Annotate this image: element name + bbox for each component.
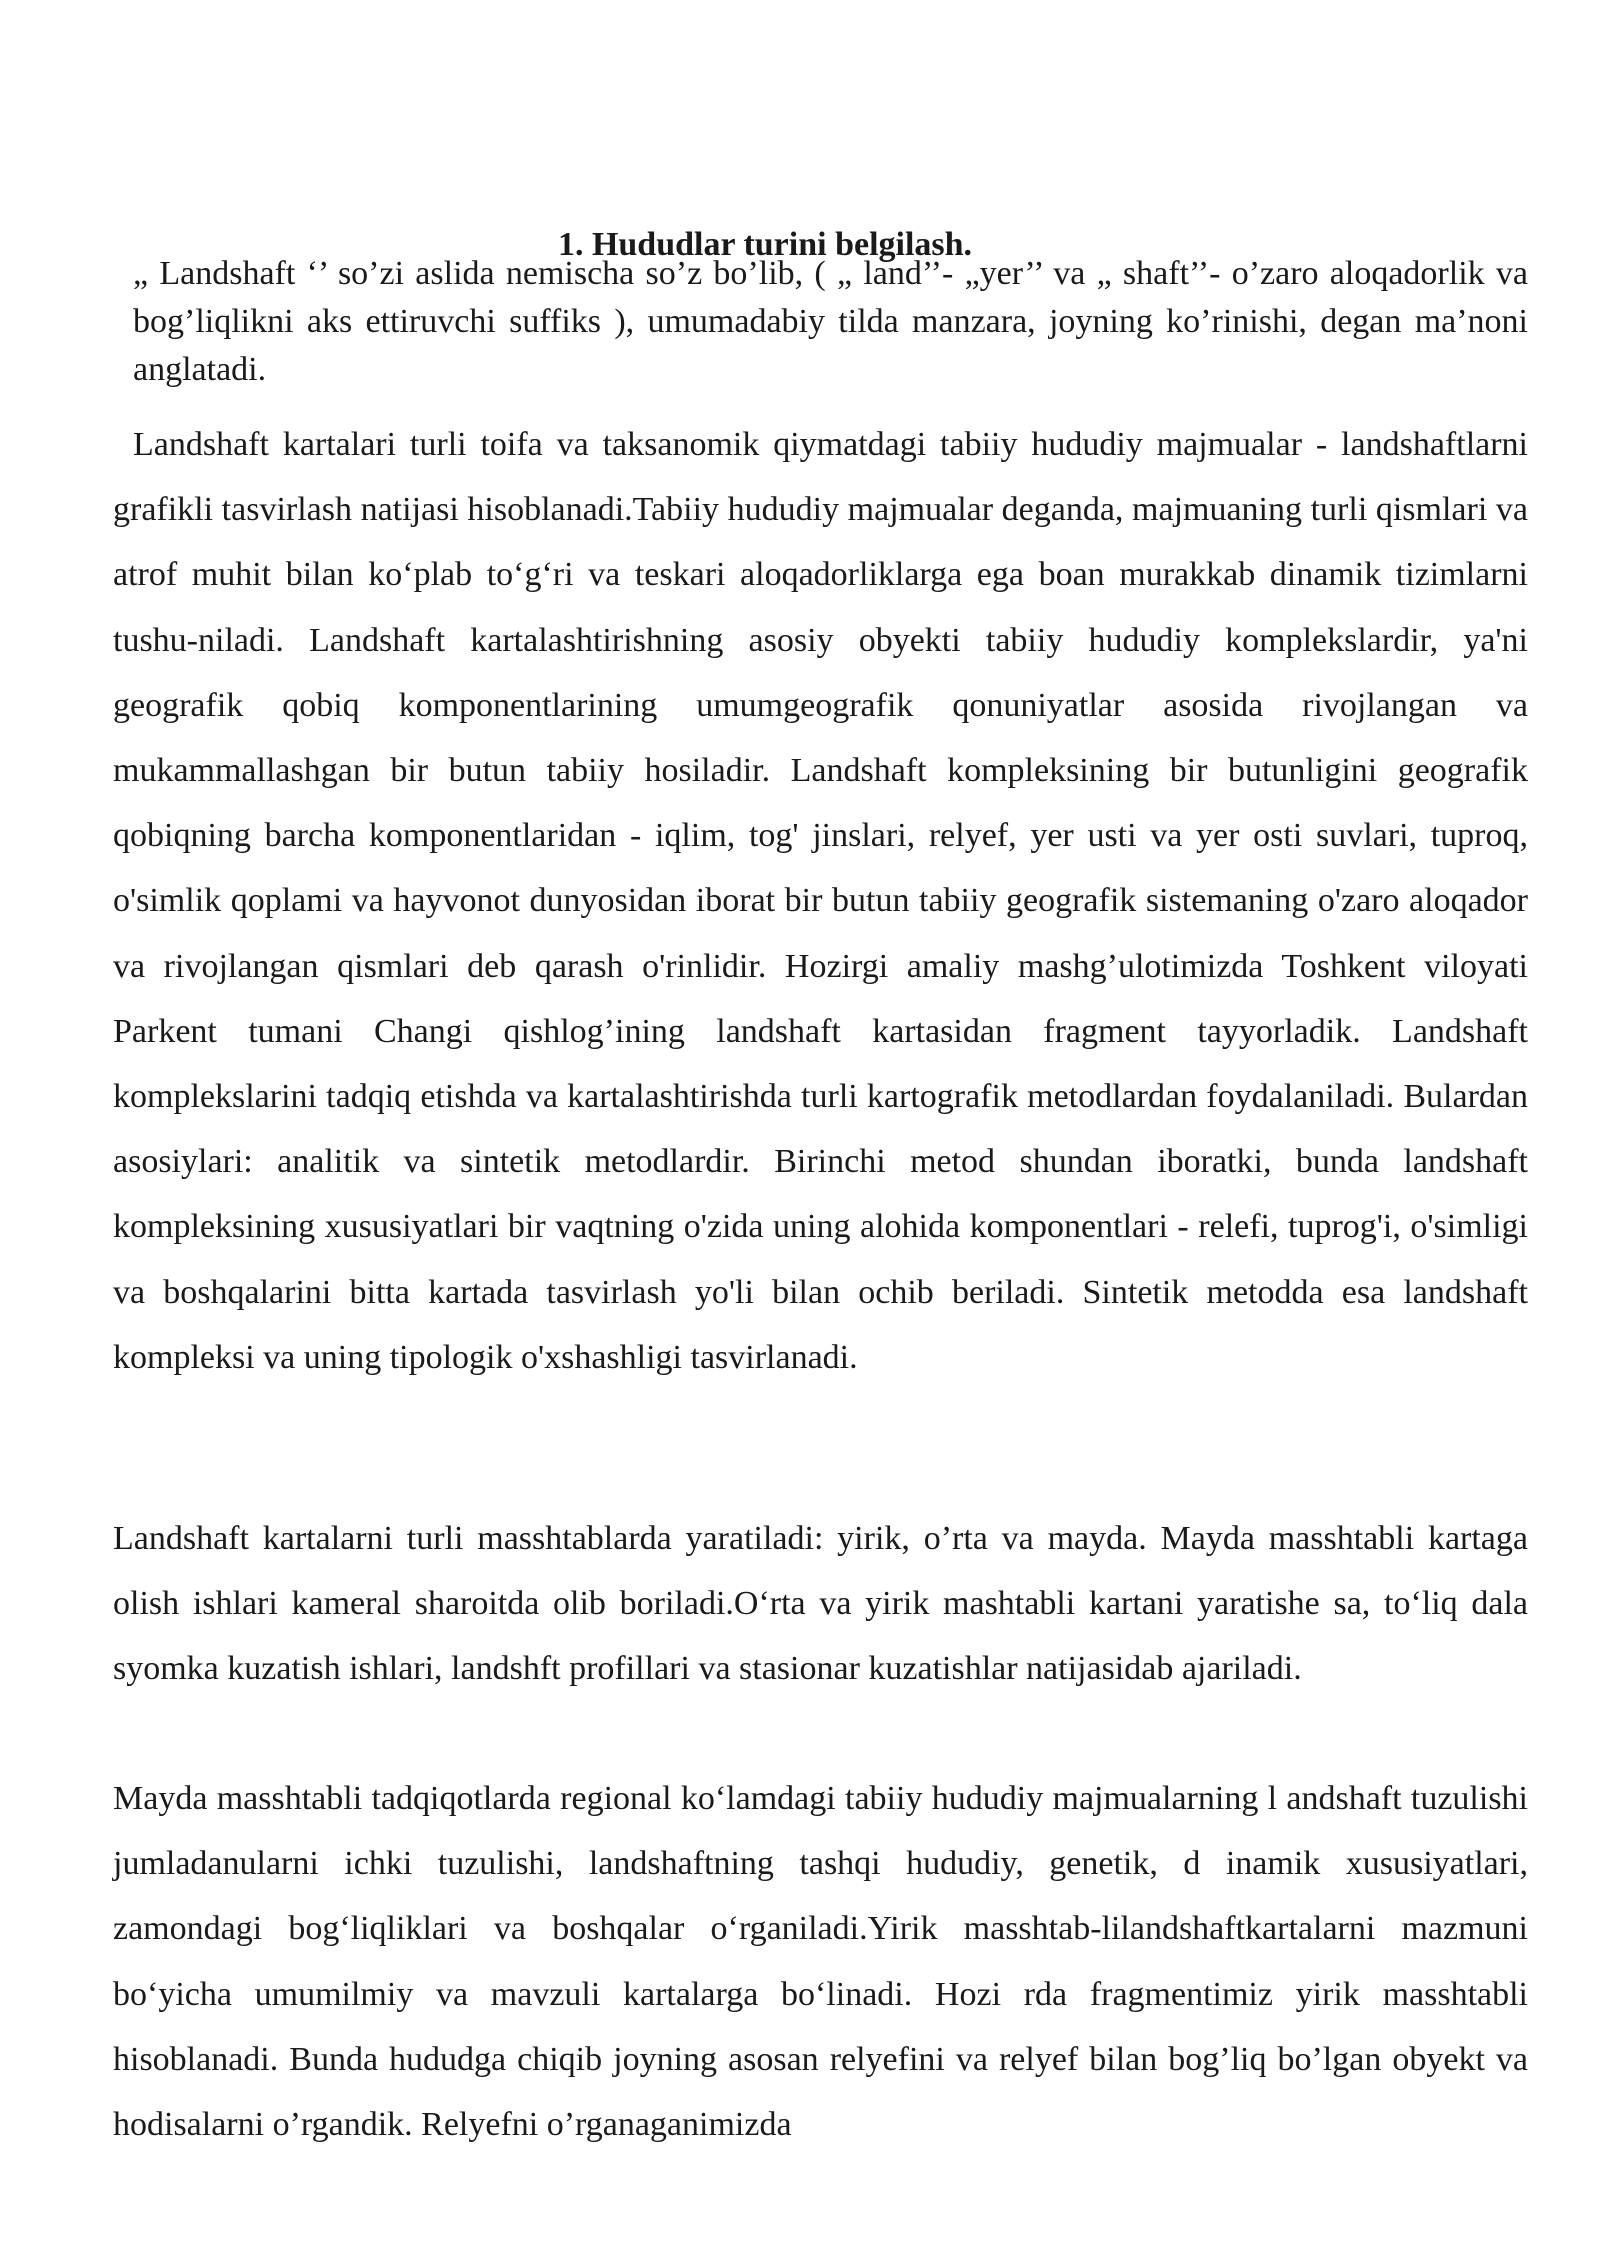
paragraph-landshaft-etymology: „ Landshaft ‘’ so’zi aslida nemischa so’z bo’lib, ( „ land’’- „yer’’ va „ shaft’’- o’zaro aloqadorlik va bog’liqlikni aks ettiruvchi suffiks ), umumadabiy tilda manzara, joyning ko’rinishi, degan ma’noni anglatadi.	[133, 255, 1528, 388]
paragraph-small-scale-studies: Mayda masshtabli tadqiqotlarda regional ko‘lamdagi tabiiy hududiy majmualarning l andshaft tuzulishi jumladanularni ichki tuzulishi, landshaftning tashqi hududiy, genetik, d inamik xususiyatlari, zamondagi bog‘liqliklari va boshqalar o‘rganiladi.Yirik masshtab-lilandshaftkartalarni mazmuni bo‘yicha umumilmiy va mavzuli kartalarga bo‘linadi. Hozi rda fragmentimiz yirik masshtabli hisoblanadi. Bunda hududga chiqib joyning asosan relyefini va relyef bilan bog’liq bo’lgan obyekt va hodisalarni o’rgandik. Relyefni o’rganaganimizda	[113, 1780, 1528, 2144]
paragraph-map-scales: Landshaft kartalarni turli masshtablarda yaratiladi: yirik, o’rta va mayda. Mayda masshtabli kartaga olish ishlari kameral sharoitda olib boriladi.O‘rta va yirik mashtabli kartani yaratishe sa, to‘liq dala syomka kuzatish ishlari, landshft profillari va stasionar kuzatishlar natijasidab ajariladi.	[113, 1520, 1528, 1688]
document-heading: 1. Hududlar turini belgilash.	[557, 225, 973, 263]
paragraph-landshaft-maps: Landshaft kartalari turli toifa va taksanomik qiymatdagi tabiiy hududiy majmualar - landshaftlarni grafikli tasvirlash natijasi hisoblanadi.Tabiiy hududiy majmualar deganda, majmuaning turli qismlari va atrof muhit bilan ko‘plab to‘g‘ri va teskari aloqadorliklarga ega boan murakkab dinamik tizimlarni tushu-niladi. Landshaft kartalashtirishning asosiy obyekti tabiiy hududiy komplekslardir, ya'ni geografik qobiq komponentlarining umumgeografik qonuniyatlar asosida rivojlangan va mukammallashgan bir butun tabiiy hosiladir. Landshaft kompleksining bir butunligini geografik qobiqning barcha komponentlaridan - iqlim, tog' jinslari, relyef, yer usti va yer osti suvlari, tuproq, o'simlik qoplami va hayvonot dunyosidan iborat bir butun tabiiy geografik sistemaning o'zaro aloqador va rivojlangan qismlari deb qarash o'rinlidir. Hozirgi amaliy mashg’ulotimizda Toshkent viloyati Parkent tumani Changi qishlog’ining landshaft kartasidan fragment tayyorladik. Landshaft komplekslarini tadqiq etishda va kartalashtirishda turli kartografik metodlardan foydalaniladi. Bulardan asosiylari: analitik va sintetik metodlardir. Birinchi metod shundan iboratki, bunda landshaft kompleksining xususiyatlari bir vaqtning o'zida uning alohida komponentlari - relefi, tuprog'i, o'simligi va boshqalarini bitta kartada tasvirlash yo'li bilan ochib beriladi. Sintetik metodda esa landshaft kompleksi va uning tipologik o'xshashligi tasvirlanadi.	[113, 426, 1528, 1376]
